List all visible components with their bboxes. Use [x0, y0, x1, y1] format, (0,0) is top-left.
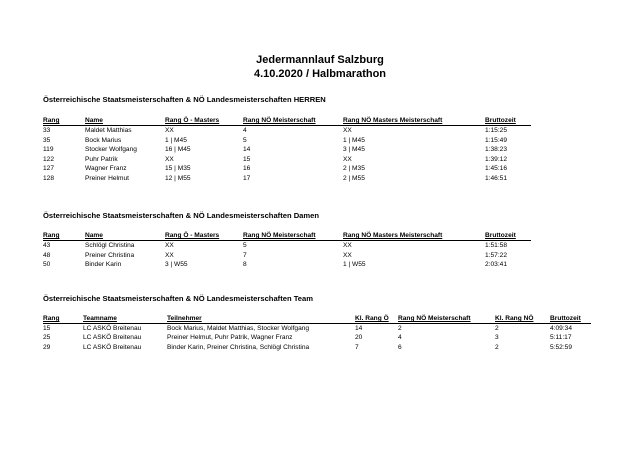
damen-table-cell: 2:03:41 — [485, 261, 507, 269]
herren-table-cell: 15 | M35 — [165, 165, 191, 173]
herren-table-cell: 3 | M45 — [343, 146, 365, 154]
document-title: Jedermannlauf Salzburg — [256, 54, 384, 66]
herren-table-cell: 1:46:51 — [485, 175, 507, 182]
herren-table-cell: 35 — [43, 136, 51, 144]
damen-table-cell: XX — [165, 251, 174, 259]
herren-table-cell: 1:39:12 — [485, 155, 507, 163]
team-table-cell: 4:09:34 — [550, 325, 572, 332]
damen-column-header: Rang — [43, 232, 60, 239]
herren-column-header: Bruttozeit — [485, 117, 516, 124]
team-table-cell: LC ASKÖ Breitenau — [83, 325, 142, 332]
herren-table-cell: 1:38:23 — [485, 146, 507, 154]
team-table-cell: 2 — [495, 343, 499, 351]
damen-section-title: Österreichische Staatsmeisterschaften & NÖ Landesmeisterschaften Damen — [43, 211, 320, 220]
team-table-cell: 3 — [495, 334, 499, 342]
herren-table-cell: 128 — [43, 175, 55, 182]
herren-table-cell: 122 — [43, 155, 55, 163]
document-subtitle: 4.10.2020 / Halbmarathon — [253, 68, 387, 80]
herren-table-cell: 33 — [43, 127, 51, 134]
team-table-cell: 14 — [355, 325, 363, 332]
herren-table-cell: Bock Marius — [85, 136, 122, 144]
herren-column-header: Name — [85, 117, 103, 124]
herren-section-title: Österreichische Staatsmeisterschaften & NÖ Landesmeisterschaften HERREN — [43, 95, 326, 104]
damen-table-cell: XX — [343, 251, 352, 259]
team-table-cell: 7 — [355, 343, 359, 351]
herren-table-cell: XX — [165, 127, 174, 134]
herren-table-cell: 1 | M45 — [165, 136, 187, 144]
team-column-header: Rang NÖ Meisterschaft — [398, 315, 471, 322]
herren-table-cell: 16 | M45 — [165, 146, 191, 154]
herren-table-cell: Wagner Franz — [85, 165, 127, 173]
team-table-cell: 6 — [398, 343, 402, 351]
damen-table-cell: 1:57:22 — [485, 251, 507, 259]
herren-table-cell: XX — [343, 155, 352, 163]
herren-table-cell: 4 — [243, 127, 247, 134]
herren-table-cell: 1:15:25 — [485, 127, 507, 134]
herren-table-cell: 1:45:16 — [485, 165, 507, 173]
team-table-cell: LC ASKÖ Breitenau — [83, 334, 142, 342]
herren-table-cell: Puhr Patrik — [85, 155, 118, 163]
team-column-header: Bruttozeit — [550, 315, 581, 322]
damen-table-cell: 5 — [243, 242, 247, 249]
herren-column-header: Rang NÖ Masters Meisterschaft — [343, 117, 443, 124]
team-column-header: Rang — [43, 315, 60, 322]
damen-header-rule — [43, 240, 531, 241]
damen-column-header: Name — [85, 232, 103, 239]
herren-column-header: Rang NÖ Meisterschaft — [243, 117, 316, 124]
team-table-cell: 15 — [43, 325, 51, 332]
damen-table-cell: Schlögl Christina — [85, 242, 135, 249]
damen-table-cell: 8 — [243, 261, 247, 269]
herren-table-cell: 1:15:49 — [485, 136, 507, 144]
herren-table-cell: 12 | M55 — [165, 175, 191, 182]
team-table-cell: 5:11:17 — [550, 334, 572, 342]
team-table-cell: 29 — [43, 343, 51, 351]
herren-table-cell: Maldet Matthias — [85, 127, 132, 134]
damen-column-header: Bruttozeit — [485, 232, 516, 239]
damen-table-cell: 48 — [43, 251, 51, 259]
herren-table-cell: 14 — [243, 146, 251, 154]
herren-table-cell: Stocker Wolfgang — [85, 146, 137, 154]
team-column-header: Teilnehmer — [167, 315, 202, 322]
damen-table-cell: XX — [343, 242, 352, 249]
herren-column-header: Rang Ö - Masters — [165, 117, 220, 124]
herren-table-cell: XX — [343, 127, 352, 134]
damen-table-cell: XX — [165, 242, 174, 249]
herren-table-cell: 5 — [243, 136, 247, 144]
herren-table-cell: XX — [165, 155, 174, 163]
team-column-header: Kl. Rang Ö — [355, 315, 389, 322]
team-table-cell: 25 — [43, 334, 51, 342]
team-table-cell: 4 — [398, 334, 402, 342]
damen-table-cell: Binder Karin — [85, 261, 122, 269]
team-table-cell: Binder Karin, Preiner Christina, Schlögl Christina — [167, 343, 310, 351]
damen-table-cell: 43 — [43, 242, 51, 249]
team-table-cell: Bock Marius, Maldet Matthias, Stocker Wolfgang — [167, 325, 310, 332]
herren-table-cell: 16 — [243, 165, 251, 173]
herren-table-cell: 17 — [243, 175, 251, 182]
herren-table-cell: 119 — [43, 146, 54, 154]
damen-table-cell: 7 — [243, 251, 247, 259]
herren-table-cell: 127 — [43, 165, 55, 173]
herren-table-cell: 1 | M45 — [343, 136, 365, 144]
team-table-cell: Preiner Helmut, Puhr Patrik, Wagner Franz — [167, 334, 293, 342]
damen-table-cell: 1 | W55 — [343, 261, 366, 269]
herren-table-cell: 15 — [243, 155, 251, 163]
team-header-rule — [43, 323, 591, 324]
herren-table-cell: 2 | M55 — [343, 175, 365, 182]
herren-table-cell: 2 | M35 — [343, 165, 365, 173]
team-column-header: Teamname — [83, 315, 117, 322]
team-table-cell: 20 — [355, 334, 363, 342]
herren-header-rule — [43, 125, 531, 126]
damen-column-header: Rang NÖ Masters Meisterschaft — [343, 232, 443, 239]
damen-table-cell: 3 | W55 — [165, 261, 188, 269]
team-table-cell: LC ASKÖ Breitenau — [83, 343, 142, 351]
team-column-header: Kl. Rang NÖ — [495, 315, 534, 322]
damen-table-cell: 50 — [43, 261, 51, 269]
team-table-cell: 2 — [495, 325, 499, 332]
damen-column-header: Rang Ö - Masters — [165, 232, 220, 239]
damen-table-cell: 1:51:58 — [485, 242, 507, 249]
team-section-title: Österreichische Staatsmeisterschaften & NÖ Landesmeisterschaften Team — [43, 294, 313, 303]
team-table-cell: 2 — [398, 325, 402, 332]
damen-column-header: Rang NÖ Meisterschaft — [243, 232, 316, 239]
herren-table-cell: Preiner Helmut — [85, 175, 129, 182]
damen-table-cell: Preiner Christina — [85, 251, 135, 259]
team-table-cell: 5:52:59 — [550, 343, 572, 351]
herren-column-header: Rang — [43, 117, 60, 124]
